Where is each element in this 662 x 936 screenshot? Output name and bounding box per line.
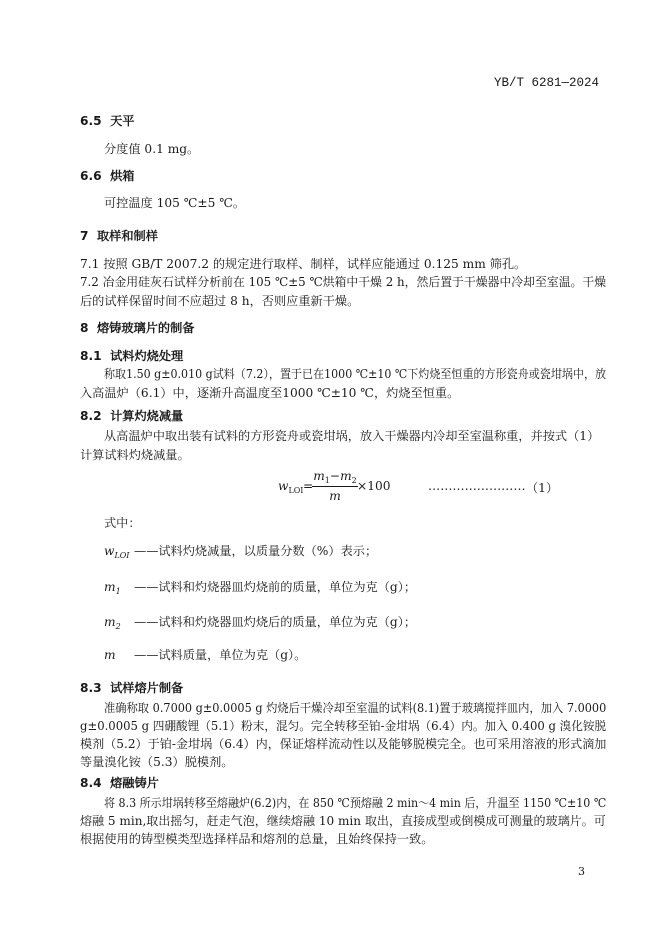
variable-description: ——试料和灼烧器皿灼烧后的质量，单位为克（g）； (134, 615, 417, 629)
variable-m1 (104, 578, 416, 596)
section-8-3-line-4: 等量溴化铵（5.3）脱模剂。 (80, 755, 234, 769)
fraction-bar (312, 486, 358, 487)
formula-denominator: m (329, 489, 341, 503)
section-number: 8 (80, 321, 89, 335)
section-8-2-heading (80, 407, 183, 424)
section-number: 8.1 (80, 349, 102, 363)
section-8-4-heading (80, 774, 159, 791)
clause-7-1: 7.1 按照 GB/T 2007.2 的规定进行取样、制样，试样应能通过 0.125 mm 筛孔。 (80, 257, 527, 271)
section-7-heading (80, 227, 158, 244)
variable-symbol: m (104, 648, 116, 662)
variable-symbol: $m_1$ (104, 580, 121, 596)
numerator-m1: m (313, 469, 325, 483)
section-number: 6.6 (80, 169, 102, 183)
section-8-3-line-1: 准确称取 0.7000 g±0.0005 g 灼烧后干燥冷却至室温的试料(8.1)置于玻璃搅拌皿内，加入 7.0000 (104, 701, 607, 715)
section-8-1-line-2: 入高温炉（6.1）中，逐渐升高温度至1000 ℃±10 ℃，灼烧至恒重。 (80, 386, 460, 400)
clause-7-2-line-2: 后的试样保留时间不应超过 8 h，否则应重新干燥。 (80, 294, 360, 308)
variable-m (104, 646, 306, 663)
numerator-minus: − (329, 469, 341, 483)
variable-description: ——试料灼烧减量，以质量分数（%）表示； (134, 544, 378, 558)
section-6-6-heading (80, 167, 134, 184)
variable-description: ——试料质量，单位为克（g）。 (134, 648, 307, 662)
where-label: 式中： (104, 516, 141, 530)
section-number: 8.3 (80, 681, 102, 695)
numerator-m1-sub: 1 (324, 476, 330, 485)
section-8-3-line-3: 模剂（5.2）于铂-金坩埚（6.4）内，保证熔样流动性以及能够脱模完全。也可采用溶液的形式滴加 (80, 737, 607, 751)
variable-w-loi (104, 542, 377, 560)
clause-7-2-line-1: 7.2 冶金用硅灰石试样分析前在 105 ℃±5 ℃烘箱中干燥 2 h，然后置于干燥器中冷却至室温。干燥 (80, 275, 607, 289)
section-title: 熔融铸片 (110, 776, 159, 790)
section-8-1-heading (80, 347, 183, 364)
formula-leader-dots: …………………… (428, 479, 526, 493)
numerator-m2-sub: 2 (351, 476, 357, 485)
formula-equation-number: （1） (526, 481, 559, 495)
section-8-3-heading (80, 679, 183, 696)
formula-fraction (312, 469, 358, 503)
section-title: 计算灼烧减量 (110, 409, 184, 423)
section-number: 7 (80, 229, 89, 243)
section-title: 试样熔片制备 (110, 681, 184, 695)
variable-symbol: $m_2$ (104, 615, 121, 631)
section-8-4-line-3: 根据使用的铸型模类型选择样品和熔剂的总量，且始终保持一致。 (80, 832, 434, 846)
variable-m2 (104, 613, 416, 631)
section-8-4-line-1: 将 8.3 所示坩埚转移至熔融炉(6.2)内，在 850 ℃预熔融 2 min～4 min 后，升温至 1150 ℃±10 ℃ (104, 796, 607, 810)
page-number: 3 (578, 865, 585, 878)
section-8-heading (80, 319, 194, 336)
section-title: 熔铸玻璃片的制备 (96, 321, 195, 335)
section-title: 烘箱 (110, 169, 135, 183)
formula-times-100: ×100 (357, 479, 391, 493)
formula-lhs-subscript: LOI (288, 486, 304, 495)
section-6-5-heading (80, 112, 134, 129)
document-code: YB/T 6281—2024 (494, 76, 600, 90)
section-number: 6.5 (80, 114, 102, 128)
section-8-4-line-2: 熔融 5 min,取出摇匀，赶走气泡，继续熔融 10 min 取出，直接成型或倒模成可测量的玻璃片。可 (80, 814, 606, 828)
section-title: 试料灼烧处理 (110, 349, 184, 363)
section-8-2-line-2: 计算试料灼烧减量。 (80, 448, 190, 462)
section-6-5-body: 分度值 0.1 mg。 (104, 142, 200, 156)
section-title: 天平 (110, 114, 135, 128)
section-number: 8.4 (80, 776, 102, 790)
section-8-2-line-1: 从高温炉中取出装有试料的方形瓷舟或瓷坩埚，放入干燥器内冷却至室温称重，并按式（1） (104, 429, 600, 443)
variable-symbol: $w_{LOI}$ (104, 544, 130, 560)
formula-lhs (278, 479, 303, 495)
numerator-m2: m (340, 469, 352, 483)
formula-equals: = (303, 479, 314, 493)
section-8-3-line-2: g±0.0005 g 四硼酸锂（5.1）粉末，混匀。完全转移至铂-金坩埚（6.4）内。加入 0.400 g 溴化铵脱 (80, 719, 607, 733)
section-title: 取样和制样 (96, 229, 158, 243)
formula-lhs-symbol: w (278, 479, 289, 493)
section-number: 8.2 (80, 409, 102, 423)
variable-description: ——试料和灼烧器皿灼烧前的质量，单位为克（g）； (134, 580, 417, 594)
section-6-6-body: 可控温度 105 ℃±5 ℃。 (104, 196, 246, 210)
section-8-1-line-1: 称取1.50 g±0.010 g试料（7.2），置于已在1000 ℃±10 ℃下灼烧至恒重的方形瓷舟或瓷坩埚中，放 (104, 367, 607, 381)
formula-numerator (312, 469, 358, 485)
